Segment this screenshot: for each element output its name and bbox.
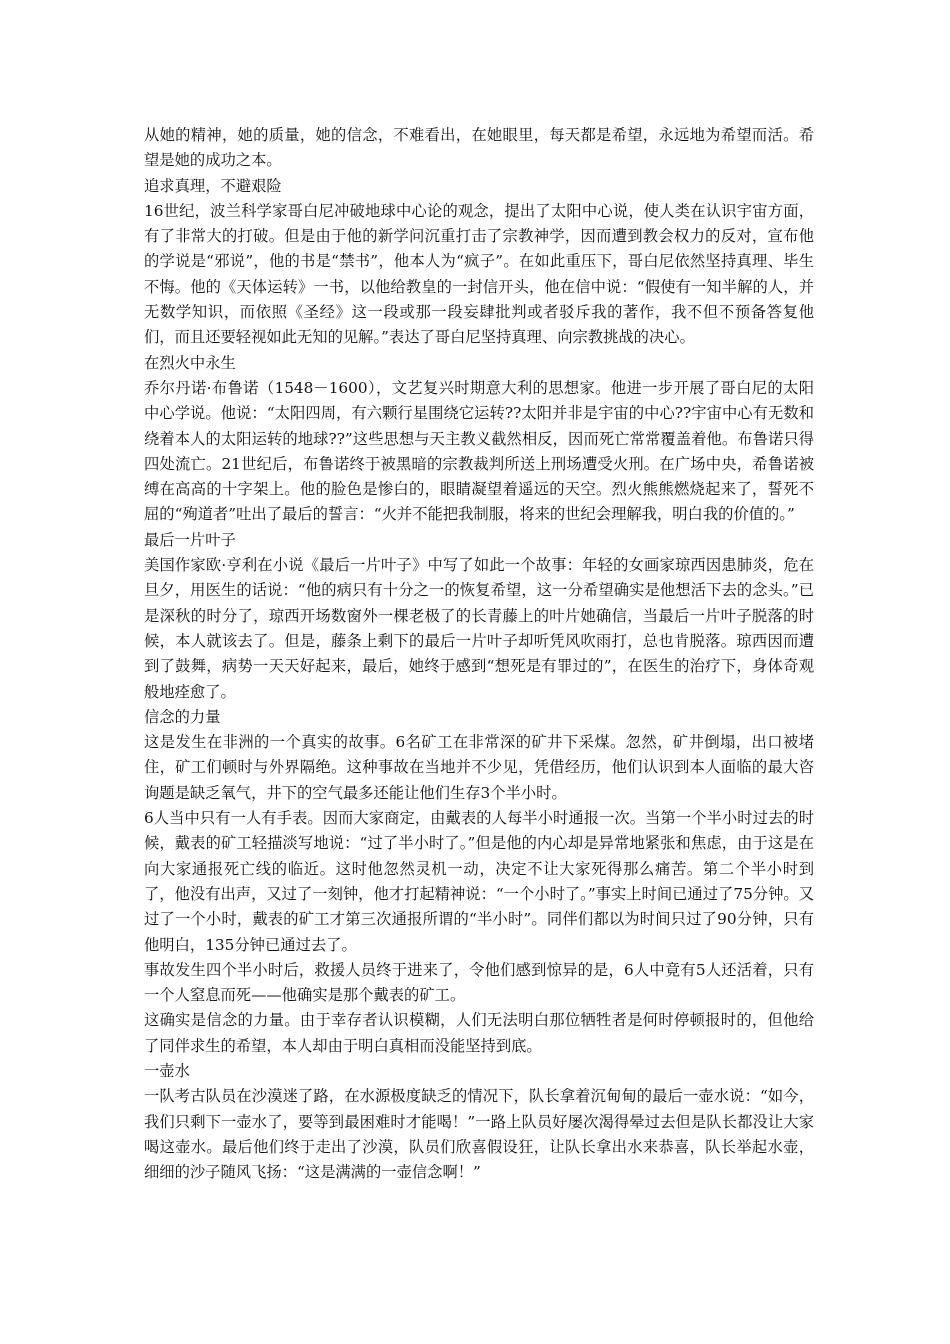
section-heading-belief: 信念的力量 <box>144 707 221 726</box>
section-heading-truth: 追求真理，不避艰险 <box>144 176 282 195</box>
paragraph-miners-4: 这确实是信念的力量。由于幸存者认识模糊，人们无法明白那位牺牲者是何时停顿报时的，但他给了同伴求生的希望，本人却由于明白真相而没能坚持到底。 <box>144 1011 814 1055</box>
paragraph-bruno: 乔尔丹诺·布鲁诺（1548－1600），文艺复兴时期意大利的思想家。他进一步开展了哥白尼的太阳中心学说。他说：“太阳四周，有六颗行星围绕它运转??太阳并非是宇宙的中心??宇宙中心有无数和绕着本人的太阳运转的地球??”这些思想与天主教义截然相反，因而死亡常常覆盖着他。布鲁诺只得四处流亡。21世纪后，布鲁诺终于被黑暗的宗教裁判所送上刑场遭受火刑。在广场中央，希鲁诺被缚在高高的十字架上。他的脸色是惨白的，眼睛凝望着遥远的天空。烈火熊熊燃烧起来了，誓死不屈的“殉道者”吐出了最后的誓言：“火并不能把我制服，将来的世纪会理解我，明白我的价值的。” <box>144 378 814 524</box>
paragraph-intro: 从她的精神，她的质量，她的信念，不难看出，在她眼里，每天都是希望，永远地为希望而活。希望是她的成功之本。 <box>144 126 814 170</box>
section-heading-fire: 在烈火中永生 <box>144 353 236 372</box>
paragraph-miners-1: 这是发生在非洲的一个真实的故事。6名矿工在非常深的矿井下采煤。忽然，矿井倒塌，出口被堵住，矿工们顿时与外界隔绝。这种事故在当地并不少见，凭借经历，他们认识到本人面临的最大咨询题是缺乏氧气，井下的空气最多还能让他们生存3个半小时。 <box>144 733 814 802</box>
paragraph-water: 一队考古队员在沙漠迷了路，在水源极度缺乏的情况下，队长拿着沉甸甸的最后一壶水说：“如今，我们只剩下一壶水了，要等到最困难时才能喝！”一路上队员好屡次渴得晕过去但是队长都没让大家喝这壶水。最后他们终于走出了沙漠，队员们欣喜假设狂，让队长拿出水来恭喜，队长举起水壶，细细的沙子随风飞扬：“这是满满的一壶信念啊！” <box>144 1087 814 1182</box>
document-page <box>144 123 814 1185</box>
paragraph-last-leaf: 美国作家欧·亨利在小说《最后一片叶子》中写了如此一个故事：年轻的女画家琼西因患肺炎，危在旦夕，用医生的话说：“他的病只有十分之一的恢复希望，这一分希望确实是他想活下去的念头。”已是深秋的时分了，琼西开场数窗外一棵老极了的长青藤上的叶片她确信，当最后一片叶子脱落的时候，本人就该去了。但是，藤条上剩下的最后一片叶子却听凭风吹雨打，总也肯脱落。琼西因而遭到了鼓舞，病势一天天好起来，最后，她终于感到“想死是有罪过的”，在医生的治疗下，身体奇观般地痊愈了。 <box>144 556 814 701</box>
section-heading-water: 一壶水 <box>144 1061 190 1080</box>
section-heading-last-leaf: 最后一片叶子 <box>144 530 236 549</box>
paragraph-miners-2: 6人当中只有一人有手表。因而大家商定，由戴表的人每半小时通报一次。当第一个半小时过去的时候，戴表的矿工轻描淡写地说：“过了半小时了。”但是他的内心却是异常地紧张和焦虑，由于这是在向大家通报死亡线的临近。这时他忽然灵机一动，决定不让大家死得那么痛苦。第二个半小时到了，他没有出声，又过了一刻钟，他才打起精神说：“一个小时了。”事实上时间已通过了75分钟。又过了一个小时，戴表的矿工才第三次通报所谓的“半小时”。同伴们都以为时间只过了90分钟，只有他明白，135分钟已通过去了。 <box>144 809 814 954</box>
paragraph-copernicus: 16世纪，波兰科学家哥白尼冲破地球中心论的观念，提出了太阳中心说，使人类在认识宇宙方面，有了非常大的打破。但是由于他的新学问沉重打击了宗教神学，因而遭到教会权力的反对，宣布他的学说是“邪说”，他的书是“禁书”，他本人为“疯子”。在如此重压下，哥白尼依然坚持真理、毕生不悔。他的《天体运转》一书，以他给教皇的一封信开头，他在信中说：“假使有一知半解的人，并无数学知识，而依照《圣经》这一段或那一段妄肆批判或者驳斥我的著作，我不但不预备答复他们，而且还要轻视如此无知的见解。”表达了哥白尼坚持真理、向宗教挑战的决心。 <box>144 201 814 347</box>
paragraph-miners-3: 事故发生四个半小时后，救援人员终于进来了，令他们感到惊异的是，6人中竟有5人还活着，只有一个人窒息而死——他确实是那个戴表的矿工。 <box>144 960 814 1005</box>
